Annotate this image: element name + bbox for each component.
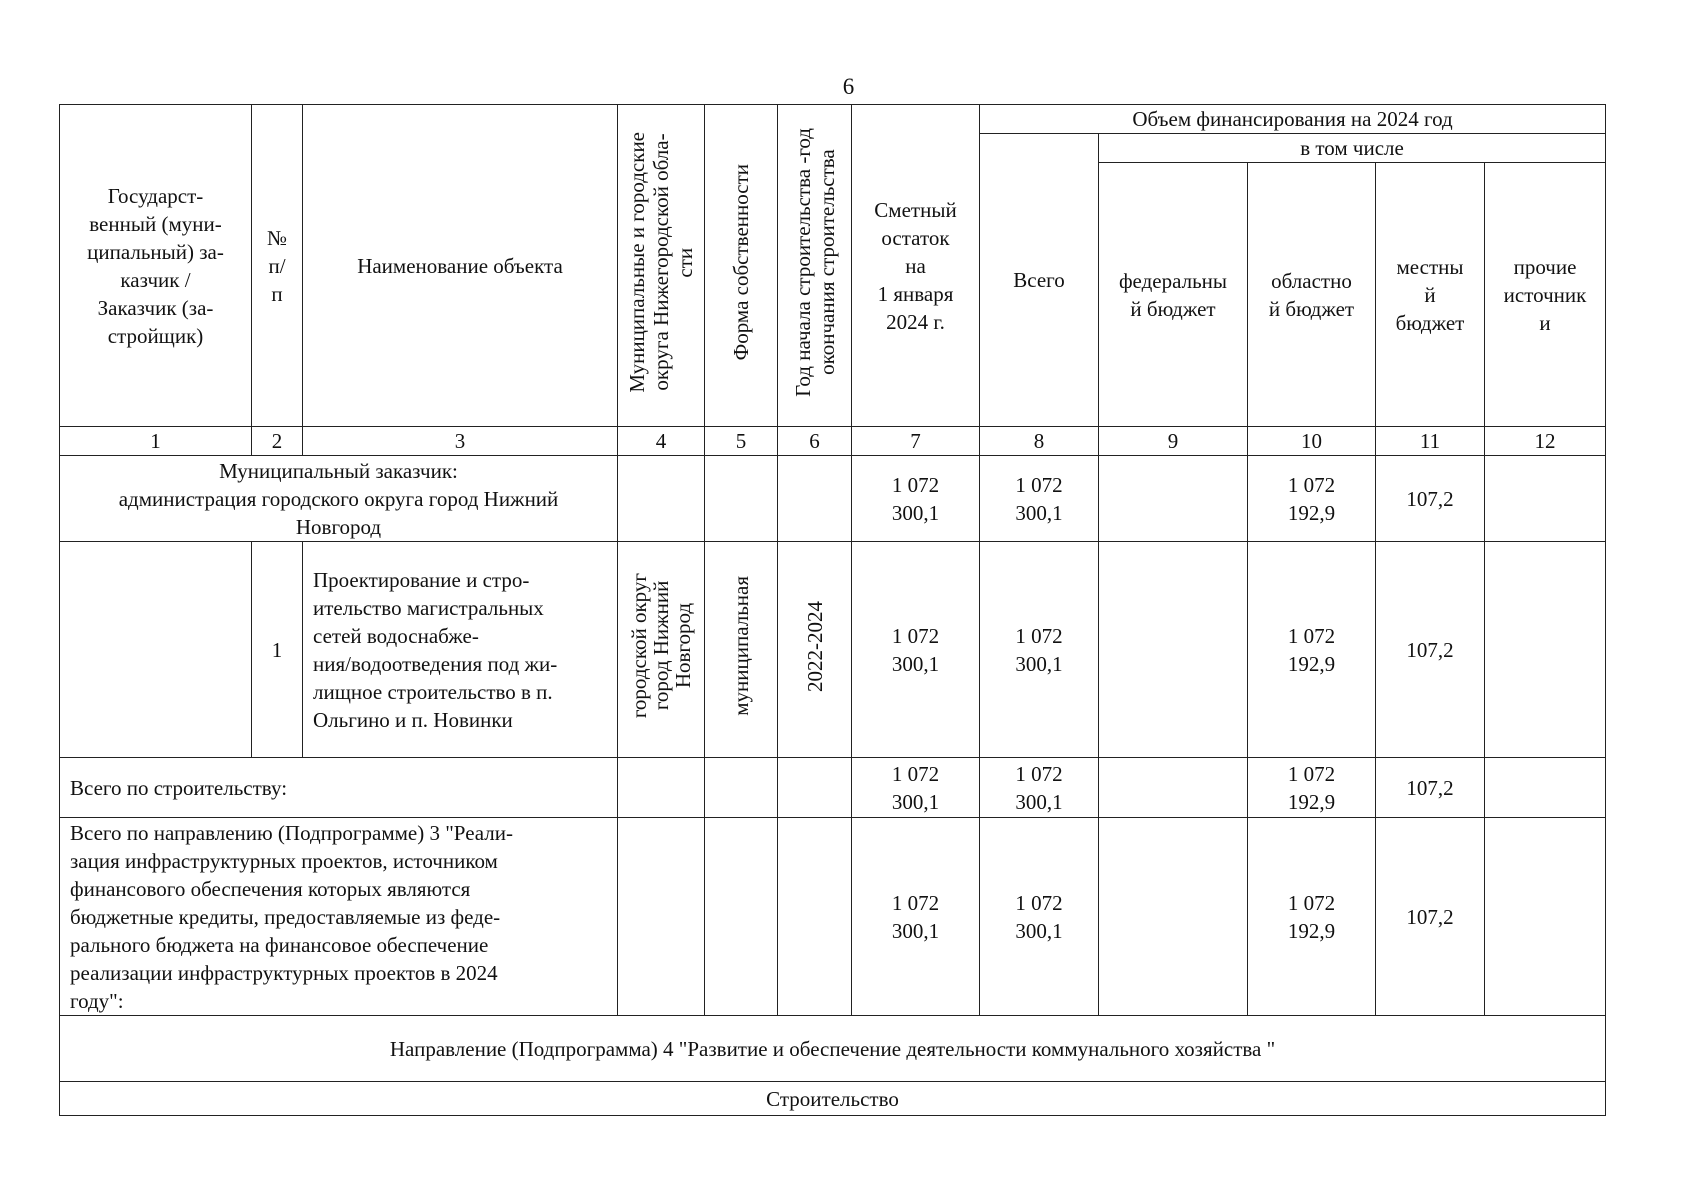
empty-cell [618,456,705,542]
object-federal [1099,542,1248,758]
direction-4-row [60,1016,1606,1082]
construction-total-federal [1099,758,1248,818]
header-num: № п/ п [252,105,303,427]
header-total: Всего [980,134,1099,427]
direction-total-estimate: 1 072 300,1 [852,818,980,1016]
object-years: 2022-2024 [802,600,827,692]
header-municipalities: Муниципальные и городские округа Нижегородской обла- сти [625,131,697,393]
header-local: местны й бюджет [1376,163,1485,427]
construction-total-other [1485,758,1606,818]
column-number: 3 [303,427,618,456]
header-object-name: Наименование объекта [303,105,618,427]
header-municipalities-cell [618,105,705,427]
empty-cell [60,542,252,758]
empty-cell [705,818,778,1016]
header-other: прочие источник и [1485,163,1606,427]
object-ownership: муниципальная [729,576,753,716]
column-number: 11 [1376,427,1485,456]
customer-estimate: 1 072 300,1 [852,456,980,542]
empty-cell [705,758,778,818]
empty-cell [618,758,705,818]
direction-total-federal [1099,818,1248,1016]
header-customer: Государст- венный (муни- ципальный) за- казчик / Заказчик (за- стройщик) [60,105,252,427]
empty-cell [618,818,705,1016]
construction-total-total: 1 072 300,1 [980,758,1099,818]
empty-cell [778,456,852,542]
customer-federal [1099,456,1248,542]
empty-cell [778,758,852,818]
column-number: 7 [852,427,980,456]
direction-total-row [60,818,1606,1016]
construction-heading: Строительство [60,1082,1606,1116]
object-name: Проектирование и стро- ительство магистральных сетей водоснабже- ния/водоотведения под жи- лищное строительство в п. Ольгино и п. Новинки [303,542,618,758]
column-number: 1 [60,427,252,456]
column-number: 2 [252,427,303,456]
header-regional: областно й бюджет [1248,163,1376,427]
column-number: 5 [705,427,778,456]
header-years: Год начала строительства -год окончания строительства [790,127,839,397]
construction-total-row [60,758,1606,818]
column-number: 6 [778,427,852,456]
customer-other [1485,456,1606,542]
header-ownership-cell [705,105,778,427]
direction-total-regional: 1 072 192,9 [1248,818,1376,1016]
column-number: 12 [1485,427,1606,456]
construction-total-estimate: 1 072 300,1 [852,758,980,818]
object-row [60,542,1606,758]
object-total: 1 072 300,1 [980,542,1099,758]
object-years-cell [778,542,852,758]
empty-cell [778,818,852,1016]
construction-total-regional: 1 072 192,9 [1248,758,1376,818]
construction-heading-row [60,1082,1606,1116]
customer-row [60,456,1606,542]
customer-regional: 1 072 192,9 [1248,456,1376,542]
column-number: 4 [618,427,705,456]
customer-total: 1 072 300,1 [980,456,1099,542]
direction-4-heading: Направление (Подпрограмма) 4 "Развитие и обеспечение деятельности коммунального хозяйства " [60,1016,1606,1082]
header-estimate: Сметный остаток на 1 января 2024 г. [852,105,980,427]
column-number: 9 [1099,427,1248,456]
financing-table [59,104,1606,1116]
construction-total-label: Всего по строительству: [60,758,618,818]
header-funding-title: Объем финансирования на 2024 год [980,105,1606,134]
customer-label: Муниципальный заказчик: администрация городского округа город Нижний Новгород [60,456,618,542]
empty-cell [705,456,778,542]
column-number: 10 [1248,427,1376,456]
object-ownership-cell [705,542,778,758]
object-other [1485,542,1606,758]
header-federal: федеральны й бюджет [1099,163,1248,427]
header-years-cell [778,105,852,427]
customer-local: 107,2 [1376,456,1485,542]
page-number: 6 [842,74,855,99]
direction-total-other [1485,818,1606,1016]
object-estimate: 1 072 300,1 [852,542,980,758]
object-municipality: городской округ город Нижний Новгород [627,573,695,719]
header-ownership: Форма собственности [729,163,753,361]
construction-total-local: 107,2 [1376,758,1485,818]
object-regional: 1 072 192,9 [1248,542,1376,758]
object-municipality-cell [618,542,705,758]
direction-total-local: 107,2 [1376,818,1485,1016]
header-including: в том числе [1099,134,1606,163]
object-local: 107,2 [1376,542,1485,758]
object-num: 1 [252,542,303,758]
direction-total-label: Всего по направлению (Подпрограмме) 3 "Реали- зация инфраструктурных проектов, источником финансового обеспечения которых являются бюджетные кредиты, предоставляемые из феде- рального бюджета на финансовое обеспечение реализации инфраструктурных проектов в 2024 году": [60,818,618,1016]
column-number: 8 [980,427,1099,456]
direction-total-total: 1 072 300,1 [980,818,1099,1016]
